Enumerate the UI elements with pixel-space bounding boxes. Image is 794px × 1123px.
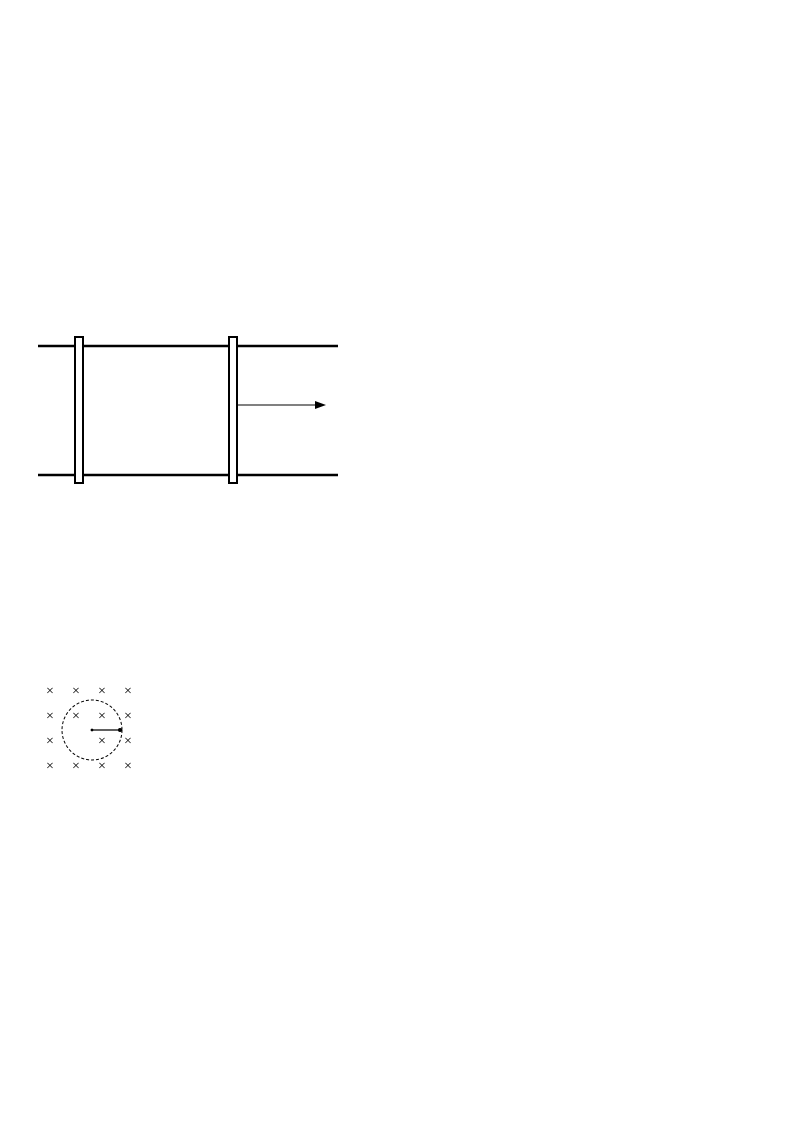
field-cross: × [98,759,106,774]
field-cross: × [124,709,132,724]
axis-O [91,729,94,732]
field-cross: × [46,709,54,724]
ball-A [118,728,122,732]
field-cross: × [124,734,132,749]
field-cross: × [72,709,80,724]
field-cross: × [46,734,54,749]
rod-cd [75,337,83,483]
field-cross: × [98,709,106,724]
field-cross: × [98,684,106,699]
field-cross: × [46,684,54,699]
field-cross: × [124,759,132,774]
field-cross: × [72,684,80,699]
field-cross: × [46,759,54,774]
q8-rails-figure [30,305,350,515]
q9-circle-figure [40,680,150,775]
rod-ab [229,337,237,483]
force-arrowhead [315,401,326,409]
field-cross: × [124,684,132,699]
field-cross: × [98,734,106,749]
field-cross: × [72,759,80,774]
